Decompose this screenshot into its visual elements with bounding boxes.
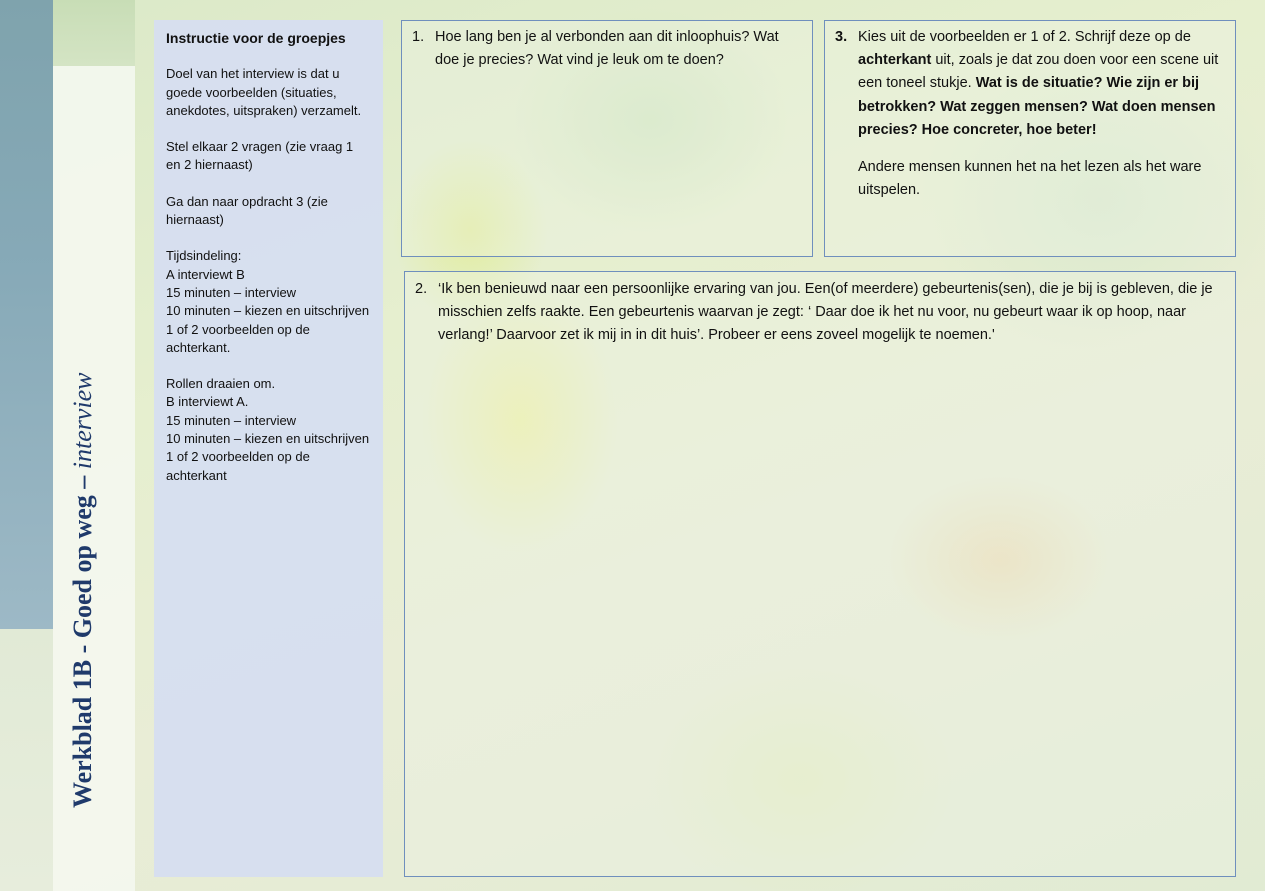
question-1-text: Hoe lang ben je al verbonden aan dit inloophuis? Wat doe je precies? Wat vind je leuk om te doen? bbox=[435, 29, 779, 69]
question-3-box[interactable] bbox=[824, 20, 1236, 257]
question-3-text-questions: Wat is de situatie? Wie zijn er bij betrokken? Wat zeggen mensen? Wat doen mensen precies? Hoe concreter, hoe beter! bbox=[858, 75, 1216, 138]
instructions-paragraph: Tijdsindeling: A interviewt B 15 minuten – interview 10 minuten – kiezen en uitschrijven 1 of 2 voorbeelden op de achterkant. bbox=[166, 248, 370, 355]
question-3-text-back-side: achterkant bbox=[858, 52, 932, 69]
instructions-paragraph: Ga dan naar opdracht 3 (zie hiernaast) bbox=[166, 193, 328, 228]
instructions-paragraph: Doel van het interview is dat u goede voorbeelden (situaties, anekdotes, uitspraken) verzamelt. bbox=[166, 66, 362, 118]
question-3-text bbox=[858, 26, 1225, 202]
worksheet-title bbox=[68, 372, 98, 808]
question-3-text-part3: uit, zoals je dat zou doen voor een scene uit een toneel stukje. bbox=[858, 52, 1219, 92]
question-2-box[interactable] bbox=[404, 271, 1236, 877]
instructions-heading: Instructie voor de groepjes bbox=[166, 30, 346, 46]
left-decorative-strip-lower bbox=[0, 629, 53, 891]
instructions-panel bbox=[154, 20, 383, 877]
question-2-number: 2. bbox=[415, 281, 428, 297]
top-left-photo-area bbox=[53, 0, 135, 66]
question-3-paragraph-2: Andere mensen kunnen het na het lezen als het ware uitspelen. bbox=[858, 159, 1202, 199]
question-2-text: ‘Ik ben benieuwd naar een persoonlijke ervaring van jou. Een(of meerdere) gebeurtenis(sen), die je bij is gebleven, die je misschien zelfs raakte. Een gebeurtenis waarvan je zegt: ‘ Daar doe ik het nu voor, nu gebeurt waar ik op hoop, naar verlang!’ Daarvoor zet ik mij in in dit huis’. Probeer er eens zoveel mogelijk te noemen.' bbox=[438, 281, 1213, 344]
instructions-paragraph: Stel elkaar 2 vragen (zie vraag 1 en 2 hiernaast) bbox=[166, 139, 354, 173]
instructions-paragraph: Rollen draaien om. B interviewt A. 15 minuten – interview 10 minuten – kiezen en uitschrijven 1 of 2 voorbeelden op de achterkant bbox=[166, 376, 370, 483]
left-decorative-strip bbox=[0, 0, 53, 629]
question-3-number: 3. bbox=[835, 29, 848, 45]
worksheet-title-main: Werkblad 1B - Goed op weg – bbox=[68, 475, 97, 808]
question-1-box[interactable] bbox=[401, 20, 813, 257]
question-1-number: 1. bbox=[412, 29, 425, 45]
worksheet-title-italic: interview bbox=[68, 372, 97, 470]
question-3-text-part1: Kies uit de voorbeelden er 1 of 2. Schrijf deze op de bbox=[858, 29, 1191, 45]
